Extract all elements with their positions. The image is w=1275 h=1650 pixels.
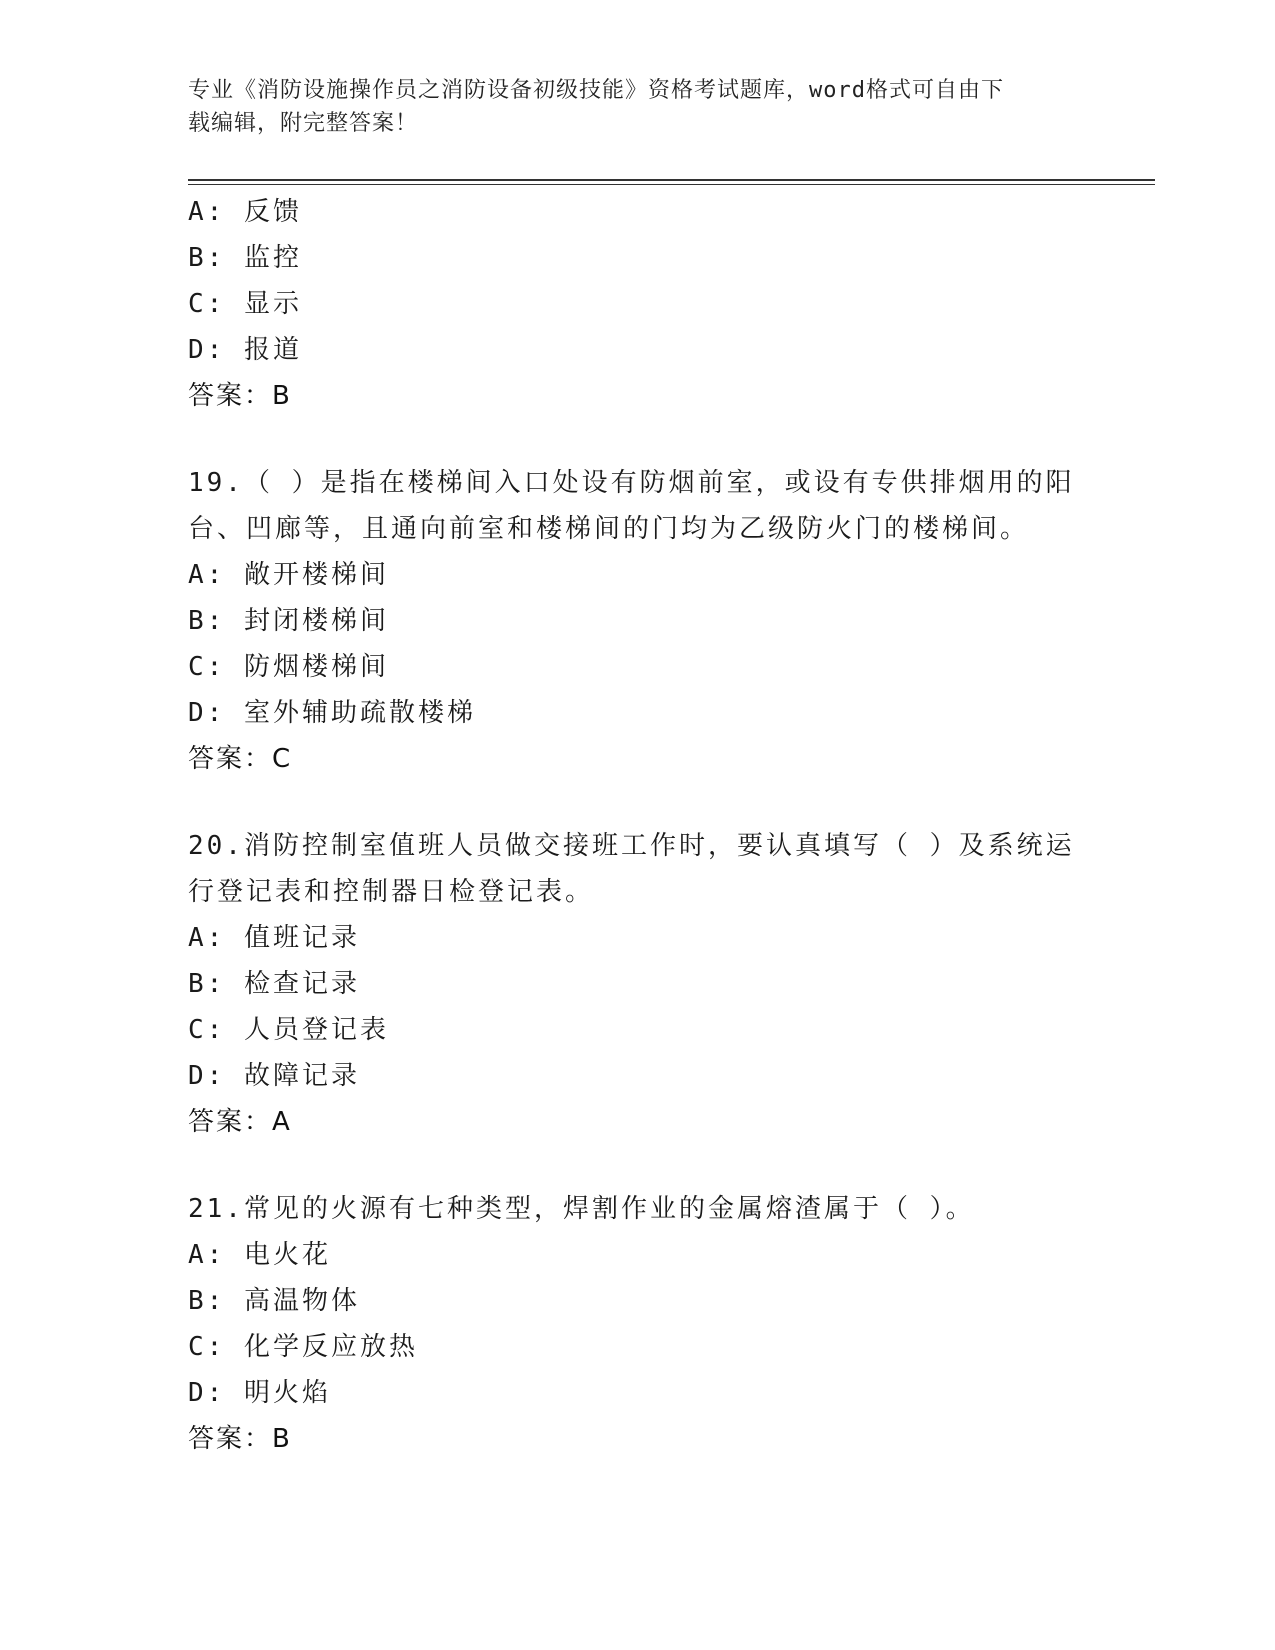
header-rule-thick bbox=[188, 179, 1155, 181]
option-b: B: 检查记录 bbox=[188, 969, 360, 999]
document-header bbox=[188, 74, 1068, 140]
answer-line: 答案：A bbox=[188, 1107, 292, 1137]
option-c: C: 显示 bbox=[188, 289, 302, 319]
question-text-line-1: 20.消防控制室值班人员做交接班工作时，要认真填写（ ）及系统运 bbox=[188, 831, 1075, 861]
answer-line: 答案：C bbox=[188, 744, 293, 774]
option-d: D: 明火焰 bbox=[188, 1378, 331, 1408]
option-d: D: 报道 bbox=[188, 335, 302, 365]
option-d: D: 故障记录 bbox=[188, 1061, 360, 1091]
question-20 bbox=[188, 823, 1088, 1145]
answer-line: 答案：B bbox=[188, 381, 292, 411]
option-c: C: 化学反应放热 bbox=[188, 1332, 418, 1362]
option-a: A: 反馈 bbox=[188, 197, 302, 227]
header-line-2: 载编辑，附完整答案！ bbox=[188, 111, 419, 136]
answer-line: 答案：B bbox=[188, 1424, 292, 1454]
option-a: A: 敞开楼梯间 bbox=[188, 560, 389, 590]
question-text-line-2: 行登记表和控制器日检登记表。 bbox=[188, 877, 595, 907]
question-19 bbox=[188, 460, 1088, 782]
option-a: A: 电火花 bbox=[188, 1240, 331, 1270]
question-text-line-1: 21.常见的火源有七种类型，焊割作业的金属熔渣属于（ ）。 bbox=[188, 1194, 975, 1224]
question-text-line-1: 19.（ ）是指在楼梯间入口处设有防烟前室，或设有专供排烟用的阳 bbox=[188, 468, 1075, 498]
header-line-1: 专业《消防设施操作员之消防设备初级技能》资格考试题库，word格式可自由下 bbox=[188, 78, 1004, 103]
question-list bbox=[188, 189, 1088, 1462]
question-18 bbox=[188, 189, 1088, 419]
header-rule-thin bbox=[188, 184, 1155, 185]
option-b: B: 高温物体 bbox=[188, 1286, 360, 1316]
option-d: D: 室外辅助疏散楼梯 bbox=[188, 698, 476, 728]
question-21 bbox=[188, 1186, 1088, 1462]
option-b: B: 封闭楼梯间 bbox=[188, 606, 389, 636]
question-text-line-2: 台、凹廊等，且通向前室和楼梯间的门均为乙级防火门的楼梯间。 bbox=[188, 514, 1030, 544]
option-c: C: 人员登记表 bbox=[188, 1015, 389, 1045]
option-a: A: 值班记录 bbox=[188, 923, 360, 953]
option-c: C: 防烟楼梯间 bbox=[188, 652, 389, 682]
option-b: B: 监控 bbox=[188, 243, 302, 273]
